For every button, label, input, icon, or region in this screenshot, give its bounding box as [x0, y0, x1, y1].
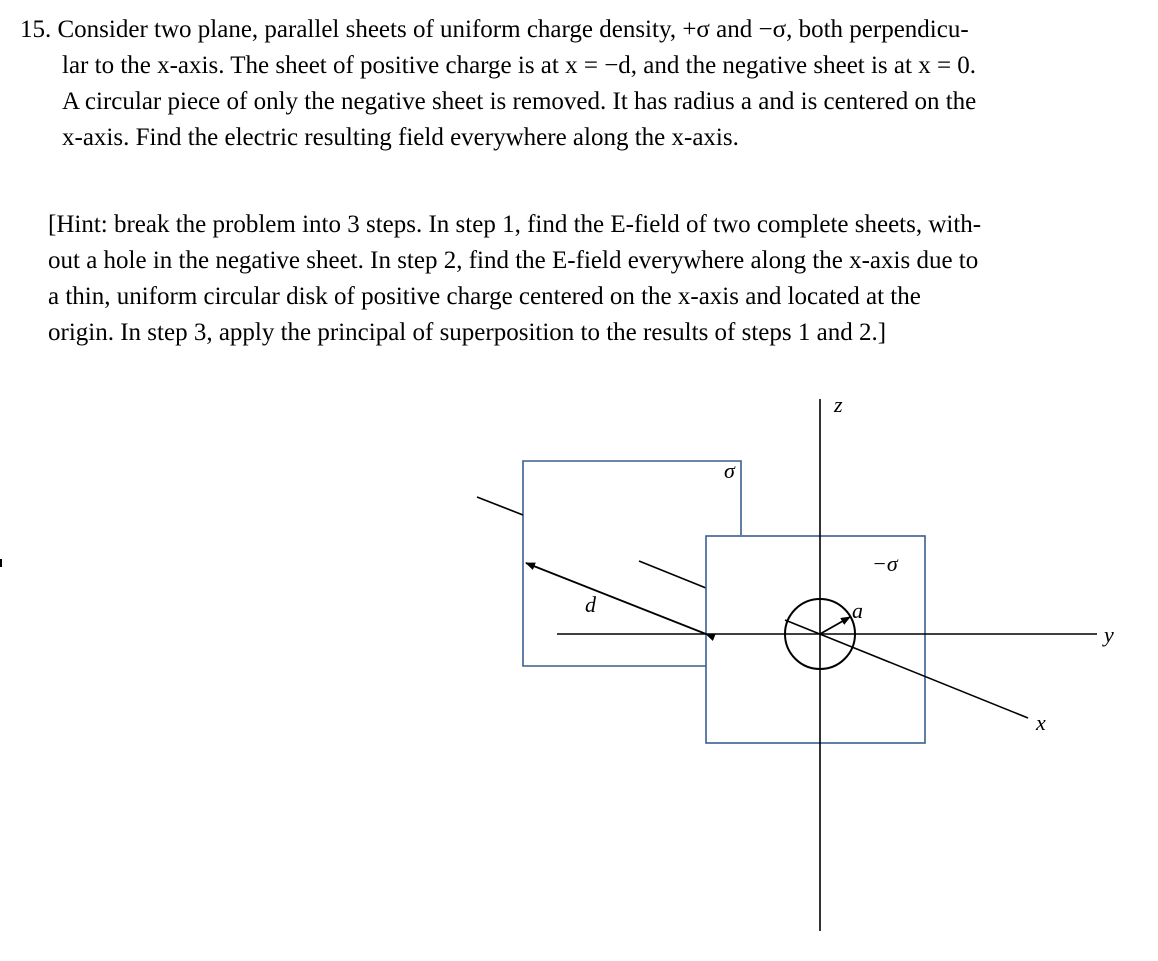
radius-arrow: [820, 617, 850, 634]
label-d: d: [585, 592, 596, 617]
label-y: y: [1104, 622, 1114, 647]
problem-text-line-1: Consider two plane, parallel sheets of uniform charge density, +σ and −σ, both perpendicu-: [57, 16, 969, 43]
label-x: x: [1036, 710, 1046, 735]
label-sigma-positive: σ: [724, 458, 735, 483]
hint-line-2: out a hole in the negative sheet. In step 2, find the E-field everywhere along the x-axis due to: [48, 247, 979, 274]
hint-line-4: origin. In step 3, apply the principal of superposition to the results of steps 1 and 2.]: [48, 319, 887, 346]
x-axis-back-segment-1: [477, 497, 523, 515]
label-sigma-negative: −σ: [872, 551, 898, 576]
problem-text-line-4: x-axis. Find the electric resulting field everywhere along the x-axis.: [62, 124, 739, 151]
problem-text-line-2: lar to the x-axis. The sheet of positive charge is at x = −d, and the negative sheet is at x = 0.: [62, 52, 977, 79]
problem-number: 15.: [20, 16, 52, 43]
x-axis-back-segment-2: [639, 561, 706, 588]
problem-text-line-3: A circular piece of only the negative sheet is removed. It has radius a and is centered on the: [62, 88, 977, 115]
label-z: z: [834, 392, 843, 417]
hint-line-3: a thin, uniform circular disk of positive charge centered on the x-axis and located at the: [48, 283, 921, 310]
label-a: a: [852, 598, 863, 623]
hint-line-1: [Hint: break the problem into 3 steps. In step 1, find the E-field of two complete sheets, with-: [48, 211, 982, 238]
positive-sheet: [523, 461, 741, 666]
separation-arrow: [526, 563, 706, 634]
